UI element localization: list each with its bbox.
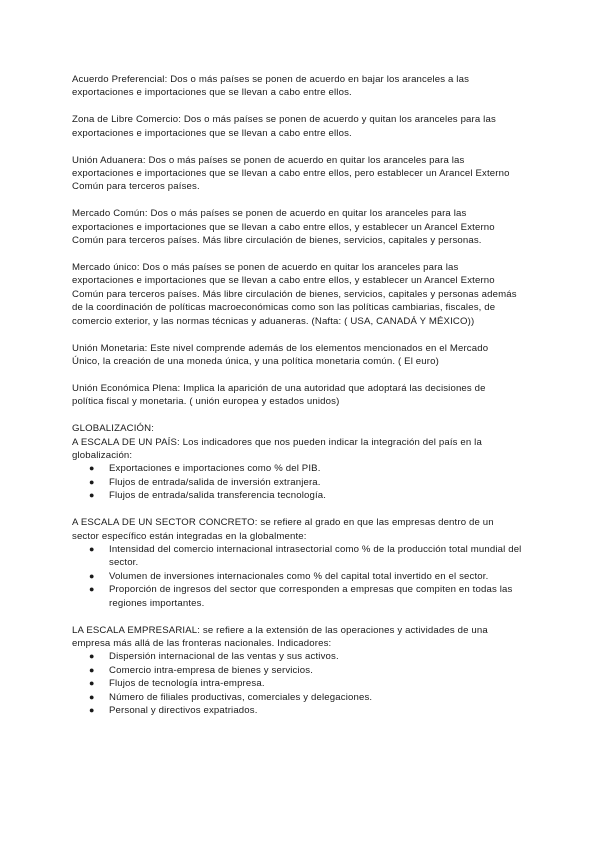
bullet-icon: ● (89, 463, 95, 474)
definition-mercado-unico: Mercado único: Dos o más países se ponen de acuerdo en quitar los aranceles para las exportaciones e importaciones que se llevan a cabo entre ellos, y establecer un Arancel Externo Común para terceros países. Más libre circulación de bienes, servicios, capitales y personas además de la coordinación de políticas macroeconómicas como son las políticas cambiarias, fiscales, de comercio exterior, y las normas técnicas y aduaneras. (Nafta: ( USA, CANADÁ Y MÉXICO)) (72, 262, 517, 327)
bullet-icon: ● (89, 651, 95, 662)
list-item: ● Comercio intra-empresa de bienes y servicios. (89, 664, 314, 676)
section-title: A ESCALA DE UN PAÍS: Los indicadores que nos pueden indicar la integración del país en la globalización: (72, 436, 482, 462)
definition-acuerdo-preferencial: Acuerdo Preferencial: Dos o más países se ponen de acuerdo en bajar los aranceles a las exportaciones e importaciones que se llevan a cabo entre ellos. (72, 74, 470, 99)
section-escala-sector (72, 516, 532, 610)
list-item: ● Exportaciones e importaciones como % del PIB. (89, 463, 321, 475)
list-item: ● Proporción de ingresos del sector que corresponden a empresas que compiten en todas las regiones importantes. (89, 584, 513, 609)
bullet-icon: ● (89, 704, 95, 715)
list-item: ● Intensidad del comercio internacional intrasectorial como % de la producción total mundial del sector. (89, 543, 522, 569)
bullet-list (72, 543, 532, 610)
bullet-icon: ● (89, 664, 95, 675)
definition-zona-libre-comercio: Zona de Libre Comercio: Dos o más países se ponen de acuerdo y quitan los aranceles para las exportaciones e importaciones que se llevan a cabo entre ellos. (72, 114, 496, 139)
bullet-icon: ● (89, 691, 95, 702)
definition-union-monetaria: Unión Monetaria: Este nivel comprende además de los elementos mencionados en el Mercado Único, la creación de una moneda única, y una política monetaria común. ( El euro) (72, 342, 489, 367)
section-title: LA ESCALA EMPRESARIAL: se refiere a la extensión de las operaciones y actividades de una empresa más allá de las fronteras nacionales. Indicadores: (72, 624, 488, 649)
bullet-list (72, 650, 532, 717)
definition-mercado-comun: Mercado Común: Dos o más países se ponen de acuerdo en quitar los aranceles para las exportaciones e importaciones que se llevan a cabo entre ellos, y establecer un Arancel Externo Común para terceros países. Más libre circulación de bienes, servicios, capitales y personas. (72, 208, 495, 247)
section-escala-empresarial (72, 624, 532, 718)
bullet-icon: ● (89, 490, 95, 501)
list-item: ● Flujos de entrada/salida transferencia tecnología. (89, 490, 327, 502)
list-item: ● Flujos de entrada/salida de inversión extranjera. (89, 476, 321, 488)
list-item: ● Número de filiales productivas, comerciales y delegaciones. (89, 691, 373, 703)
list-item: ● Personal y directivos expatriados. (89, 704, 258, 716)
list-item: ● Volumen de inversiones internacionales como % del capital total invertido en el sector. (89, 570, 489, 582)
list-item: ● Flujos de tecnología intra-empresa. (89, 678, 265, 690)
globalization-heading: GLOBALIZACIÓN: (72, 423, 155, 435)
bullet-icon: ● (89, 570, 95, 581)
section-escala-pais (72, 436, 532, 503)
document-body (72, 73, 532, 731)
definition-union-economica-plena: Unión Económica Plena: Implica la aparición de una autoridad que adoptará las decisiones de política fiscal y monetaria. ( unión europea y estados unidos) (72, 382, 486, 408)
bullet-icon: ● (89, 678, 95, 689)
definition-union-aduanera: Unión Aduanera: Dos o más países se ponen de acuerdo en quitar los aranceles para las exportaciones e importaciones que se llevan a cabo entre ellos, pero establecer un Arancel Externo Común para terceros países. (72, 154, 510, 193)
bullet-icon: ● (89, 584, 95, 595)
bullet-icon: ● (89, 543, 95, 554)
bullet-icon: ● (89, 476, 95, 487)
bullet-list (72, 462, 532, 502)
list-item: ● Dispersión internacional de las ventas y sus activos. (89, 651, 339, 663)
section-title: A ESCALA DE UN SECTOR CONCRETO: se refiere al grado en que las empresas dentro de un sector específico están integradas en la globalmente: (72, 517, 494, 542)
